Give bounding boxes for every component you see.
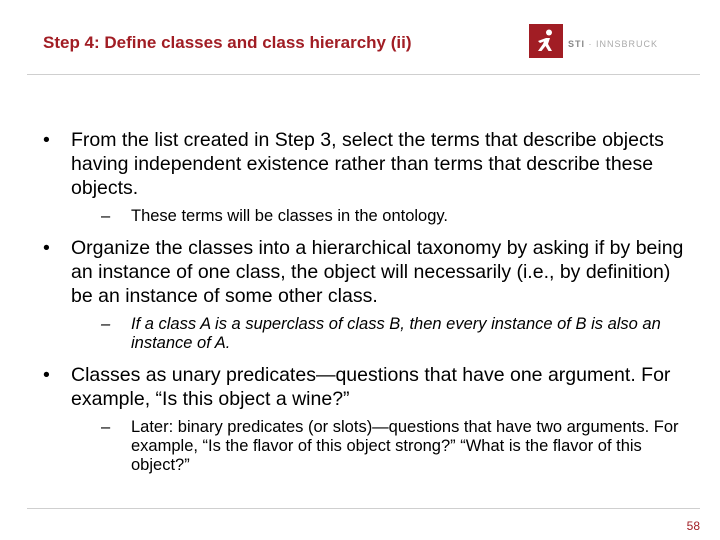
bullet-point-1	[43, 128, 693, 226]
footer-divider	[27, 508, 700, 509]
sub-bullet-2	[71, 315, 693, 353]
dash-icon: –	[101, 207, 111, 225]
slide-header	[0, 0, 720, 75]
dash-icon: –	[101, 315, 111, 333]
bullet-icon: •	[43, 237, 50, 259]
slide-body	[43, 128, 693, 485]
bullet-point-3	[43, 363, 693, 475]
bullet-text: From the list created in Step 3, select the terms that describe objects having independent existence rather than terms that describe these objects.	[71, 129, 664, 199]
sub-bullet-text: These terms will be classes in the ontology.	[131, 207, 449, 225]
slide-title: Step 4: Define classes and class hierarchy (ii)	[43, 33, 412, 52]
sti-logo-mark	[529, 24, 563, 58]
logo-innsbruck-text: INNSBRUCK	[596, 39, 659, 49]
bullet-icon: •	[43, 364, 50, 386]
sub-bullet-1	[71, 207, 693, 226]
sub-bullet-3	[71, 418, 693, 475]
sti-person-icon	[529, 24, 563, 58]
sub-bullet-text: If a class A is a superclass of class B, then every instance of B is also an instance of A.	[131, 315, 661, 352]
bullet-text: Organize the classes into a hierarchical taxonomy by asking if by being an instance of one class, the object will necessarily (i.e., by definition) be an instance of some other class.	[71, 237, 684, 307]
header-divider	[27, 74, 700, 75]
bullet-icon: •	[43, 129, 50, 151]
page-number: 58	[686, 519, 700, 533]
logo-separator: ·	[588, 39, 593, 49]
logo-sti-text: STI	[568, 39, 586, 49]
dash-icon: –	[101, 418, 111, 436]
bullet-text: Classes as unary predicates—questions that have one argument. For example, “Is this object a wine?”	[71, 364, 671, 410]
logo-wordmark	[568, 39, 658, 49]
bullet-point-2	[43, 236, 693, 353]
sub-bullet-text: Later: binary predicates (or slots)—questions that have two arguments. For example, “Is the flavor of this object strong?” “What is the flavor of this object?”	[131, 418, 679, 474]
